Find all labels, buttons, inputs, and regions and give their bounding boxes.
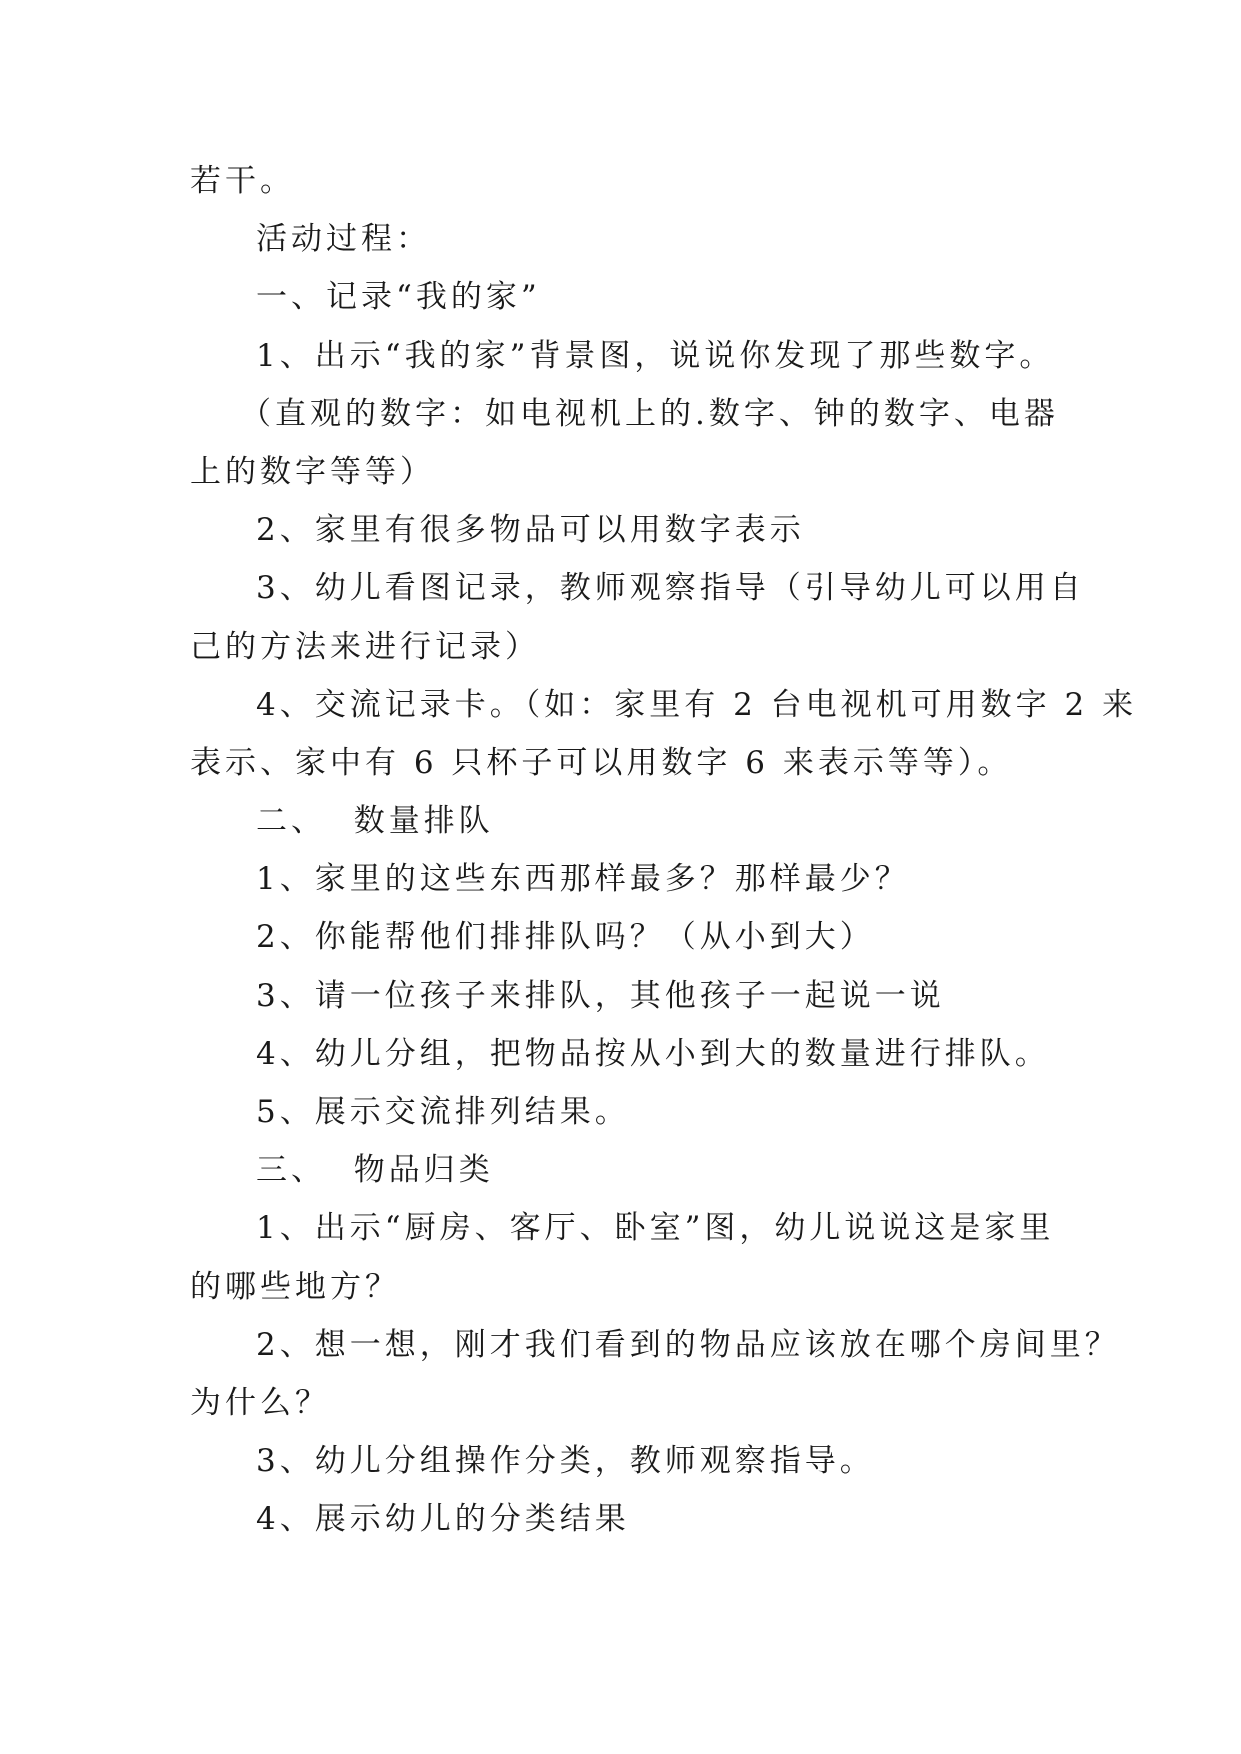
paragraph-line: 3、幼儿看图记录，教师观察指导（引导幼儿可以用自 xyxy=(256,570,1085,607)
paragraph-line: 表示、家中有 6 只杯子可以用数字 6 来表示等等）。 xyxy=(190,744,1013,781)
paragraph-line: 5、展示交流排列结果。 xyxy=(256,1094,630,1130)
paragraph-line: 己的方法来进行记录） xyxy=(190,628,540,665)
section-heading-process: 活动过程： xyxy=(256,221,431,258)
section-heading-3: 三、 物品归类 xyxy=(256,1152,494,1189)
paragraph-line: 4、交流记录卡。（如：家里有 2 台电视机可用数字 2 来 xyxy=(256,686,1138,723)
paragraph-line: 1、出示“我的家”背景图，说说你发现了那些数字。 xyxy=(256,337,1055,374)
paragraph-line: （直观的数字：如电视机上的.数字、钟的数字、电器 xyxy=(240,395,1059,432)
paragraph-line: 的哪些地方？ xyxy=(190,1268,400,1305)
paragraph-line: 4、展示幼儿的分类结果 xyxy=(256,1501,630,1538)
paragraph-line: 1、家里的这些东西那样最多？那样最少？ xyxy=(256,861,910,898)
paragraph-line: 2、家里有很多物品可以用数字表示 xyxy=(256,512,805,549)
paragraph-line: 2、你能帮他们排排队吗？（从小到大） xyxy=(256,919,875,956)
paragraph-line: 上的数字等等） xyxy=(190,453,435,490)
section-heading-2: 二、 数量排队 xyxy=(256,803,494,840)
section-heading-1: 一、记录“我的家” xyxy=(256,279,541,316)
paragraph-line: 3、请一位孩子来排队，其他孩子一起说一说 xyxy=(256,977,945,1014)
paragraph-line: 1、出示“厨房、客厅、卧室”图，幼儿说说这是家里 xyxy=(256,1210,1055,1247)
paragraph-line: 若干。 xyxy=(190,163,295,199)
document-body xyxy=(190,152,1138,1549)
paragraph-line: 3、幼儿分组操作分类，教师观察指导。 xyxy=(256,1443,875,1480)
paragraph-line: 4、幼儿分组，把物品按从小到大的数量进行排队。 xyxy=(256,1035,1050,1072)
paragraph-line: 为什么？ xyxy=(190,1384,330,1421)
paragraph-line: 2、想一想，刚才我们看到的物品应该放在哪个房间里？ xyxy=(256,1326,1120,1363)
